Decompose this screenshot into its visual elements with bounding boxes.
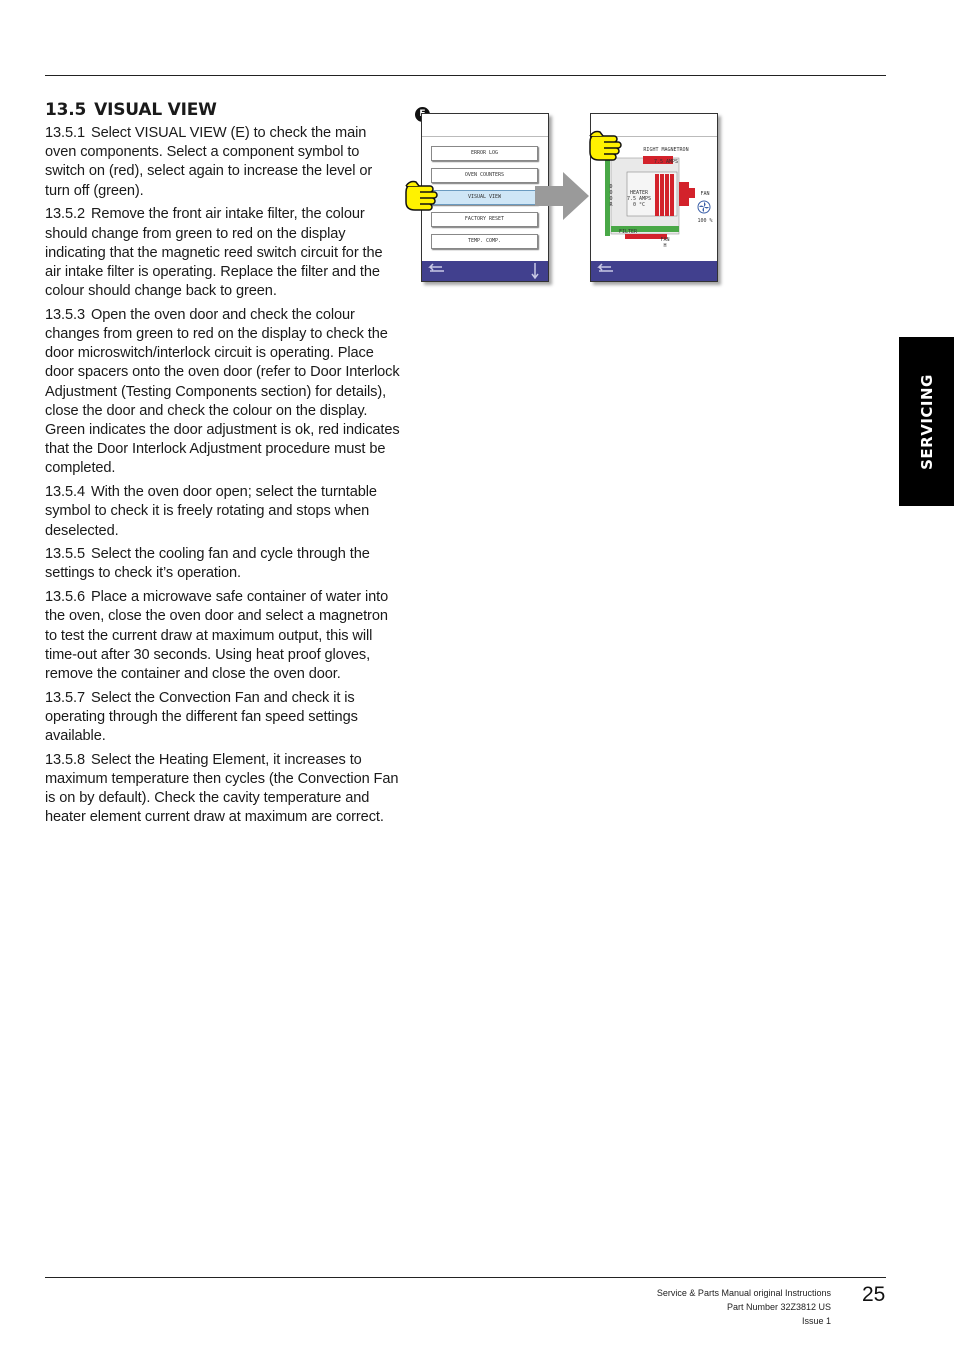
bottom-rule bbox=[45, 1277, 886, 1278]
section-heading bbox=[45, 100, 400, 120]
cooling-fan-label[interactable]: FAN bbox=[700, 191, 710, 197]
section-side-tab bbox=[899, 337, 954, 506]
section-title: VISUAL VIEW bbox=[94, 100, 217, 120]
filter-label[interactable]: FILTER bbox=[619, 229, 638, 235]
top-rule bbox=[45, 75, 886, 76]
step-paragraph bbox=[45, 483, 400, 541]
fan-icon[interactable] bbox=[697, 200, 711, 214]
step-number: 13.5.4 bbox=[45, 484, 85, 501]
menu-button-temp-comp[interactable]: TEMP. COMP. bbox=[431, 234, 538, 249]
step-text: Select the Convection Fan and check it is operating through the different fan speed settings available. bbox=[45, 689, 358, 745]
step-number: 13.5.3 bbox=[45, 306, 85, 323]
step-text: Select the cooling fan and cycle through the settings to check it’s operation. bbox=[45, 546, 370, 582]
convection-fan-label[interactable]: FAN bbox=[660, 237, 670, 243]
page-number: 25 bbox=[862, 1283, 886, 1306]
step-paragraph bbox=[45, 588, 400, 684]
menu-button-factory-reset[interactable]: FACTORY RESET bbox=[431, 212, 538, 227]
step-number: 13.5.7 bbox=[45, 689, 85, 706]
menu-button-visual-view[interactable]: VISUAL VIEW bbox=[431, 190, 538, 205]
footer-line-1: Service & Parts Manual original Instructions bbox=[656, 1288, 831, 1298]
footer-line-3: Issue 1 bbox=[801, 1316, 831, 1326]
step-text: Select VISUAL VIEW (E) to check the main oven components. Select a component symbol to switch on (red), select again to increase the level or turn off (green). bbox=[45, 125, 373, 199]
step-text: Select the Heating Element, it increases to maximum temperature then cycles (the Convection Fan is on by default). Check the cavity temperature and heater element current draw at maximum are correct. bbox=[45, 751, 399, 826]
step-text: Remove the front air intake filter, the colour should change from green to red on the display indicating that the magnetic reed switch circuit for the air intake filter is operating. Replace the filter and the colour should change back to green. bbox=[45, 206, 383, 300]
menu-button-oven-counters[interactable]: OVEN COUNTERS bbox=[431, 168, 538, 183]
step-paragraph bbox=[45, 205, 400, 301]
footer bbox=[560, 1286, 831, 1328]
step-text: Place a microwave safe container of water into the oven, close the oven door and select a magnetron to test the current draw at maximum output, this will time-out after 30 seconds. Using heat proof gloves, remove the container and close the oven door. bbox=[45, 589, 389, 682]
scroll-down-icon[interactable] bbox=[528, 261, 542, 281]
step-paragraph bbox=[45, 306, 400, 479]
section-number: 13.5 bbox=[45, 100, 87, 120]
content-column bbox=[45, 100, 400, 832]
menu-button-error-log[interactable]: ERROR LOG bbox=[431, 146, 538, 161]
door-label[interactable]: DOOR bbox=[609, 184, 613, 208]
heater-temp: 0 °C bbox=[632, 202, 646, 208]
pointing-hand-icon bbox=[402, 176, 446, 220]
menu-screen-topbar bbox=[422, 114, 548, 137]
fan-percent: 100 % bbox=[697, 218, 713, 224]
footer-line-2: Part Number 32Z3812 US bbox=[726, 1302, 831, 1312]
step-paragraph bbox=[45, 545, 400, 583]
step-number: 13.5.8 bbox=[45, 751, 85, 768]
step-text: With the oven door open; select the turntable symbol to check it is freely rotating and stops when deselected. bbox=[45, 484, 377, 539]
back-arrow-icon[interactable] bbox=[591, 261, 631, 281]
convection-fan-level: H bbox=[663, 243, 667, 249]
visual-screen-bottom-bar bbox=[591, 261, 717, 281]
magnetron-amps: 7.5 AMPS bbox=[653, 159, 679, 165]
menu-screen-bottom-bar bbox=[422, 261, 548, 281]
step-number: 13.5.5 bbox=[45, 546, 85, 563]
pointing-hand-icon bbox=[586, 126, 630, 170]
step-number: 13.5.1 bbox=[45, 125, 85, 141]
side-tab-label: SERVICING bbox=[917, 373, 936, 470]
magnetron-label[interactable]: RIGHT MAGNETRON bbox=[643, 147, 689, 153]
heater-label[interactable]: HEATER bbox=[629, 190, 649, 196]
step-paragraph bbox=[45, 124, 400, 201]
step-number: 13.5.6 bbox=[45, 589, 85, 606]
step-paragraph bbox=[45, 751, 400, 828]
paragraph-list bbox=[45, 124, 400, 828]
heater-amps: 7.5 AMPS bbox=[626, 196, 652, 202]
step-paragraph bbox=[45, 689, 400, 747]
step-number: 13.5.2 bbox=[45, 206, 85, 223]
step-text: Open the oven door and check the colour changes from green to red on the display to check the door microswitch/interlock circuit is operating. Place door spacers onto the oven door (refer to Door Interlock Adjustment (Testing Components section) for details), close the door and check the colour on the display. Green indicates the door adjustment is ok, red indicates that the Door Interlock Adjustment procedure must be completed. bbox=[45, 306, 400, 477]
transition-arrow-icon bbox=[535, 170, 591, 222]
